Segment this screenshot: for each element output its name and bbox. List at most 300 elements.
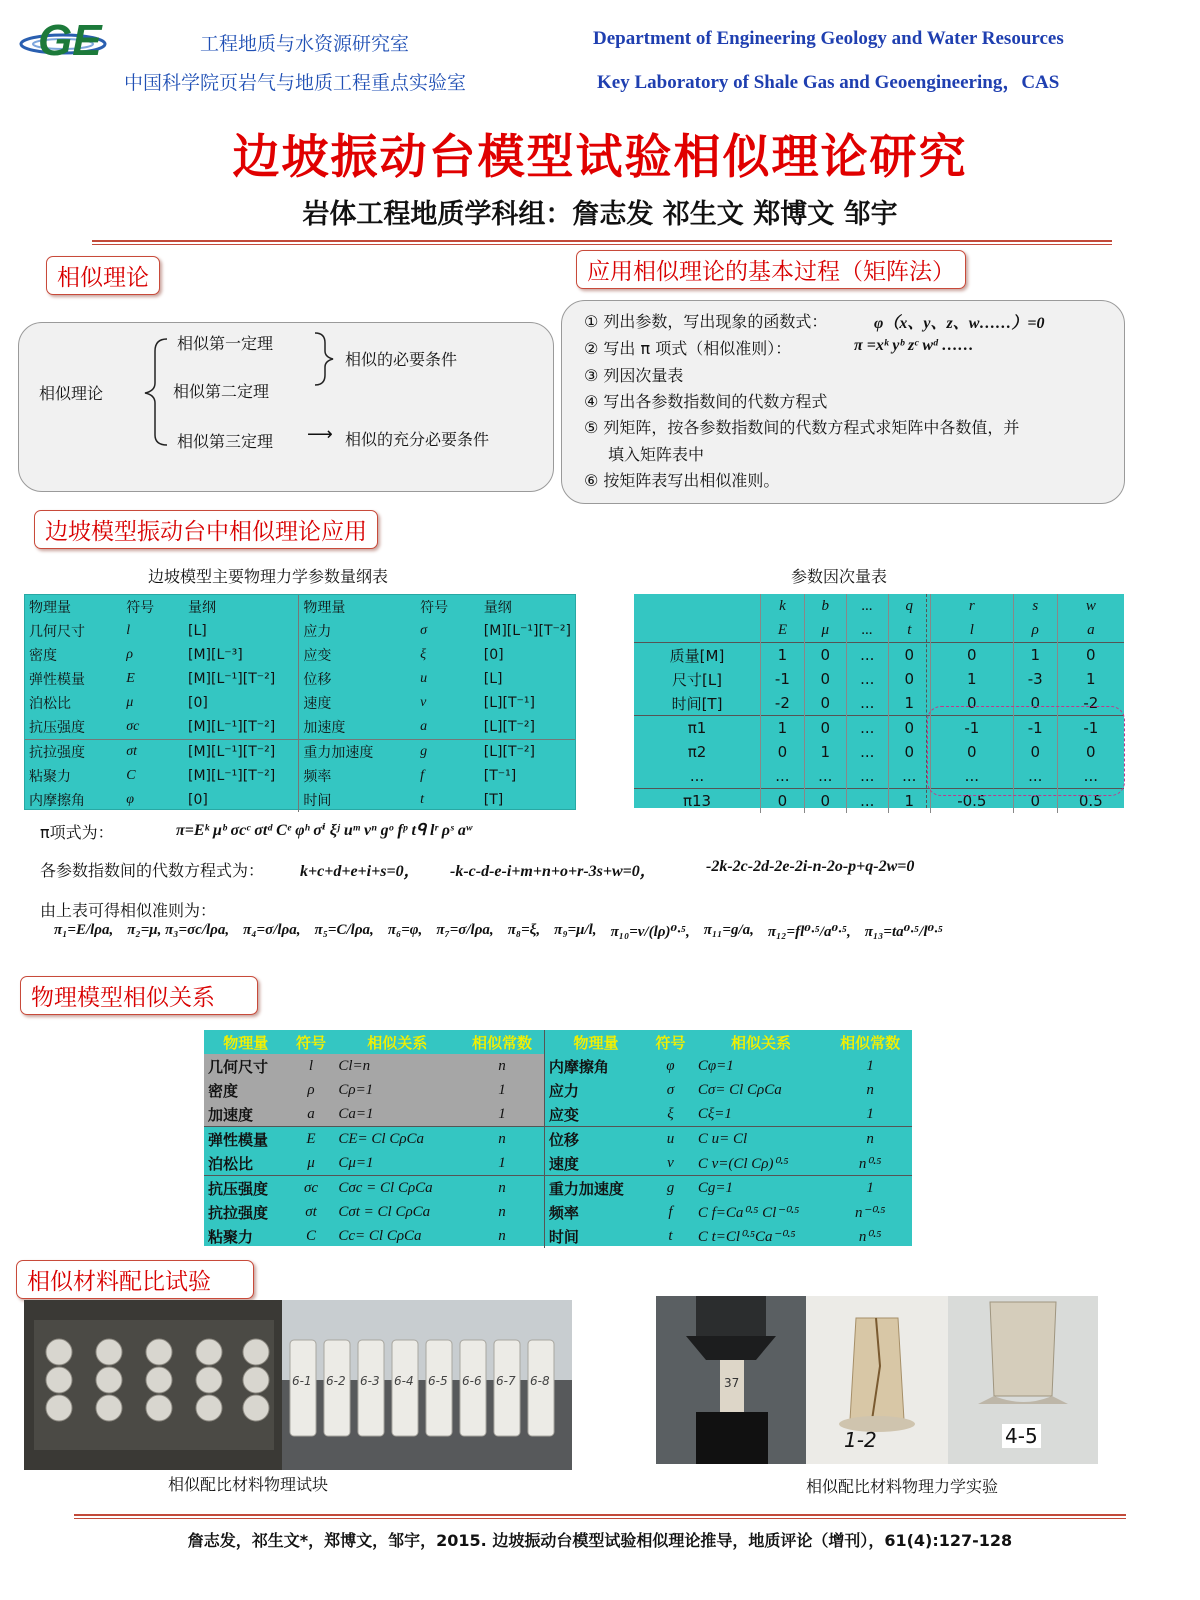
table-cell: 0 [930, 740, 1013, 764]
table-cell: 1 [460, 1151, 544, 1176]
header-cell: r [930, 594, 1013, 618]
header-cell: 物理量 [573, 1033, 619, 1052]
dim-table-header [25, 595, 575, 619]
table-cell: Cφ=1 [697, 1057, 734, 1074]
table-cell: 时间 [303, 793, 332, 809]
theory-box [18, 322, 554, 492]
table-cell: Cl=n [334, 1054, 460, 1078]
table-row [204, 1176, 912, 1201]
table-cell: 加速度 [204, 1102, 288, 1127]
table-cell: C u= Cl [694, 1127, 828, 1152]
table-cell: Cσ= Cl CρCa [697, 1081, 782, 1098]
table-header-row [634, 594, 1124, 618]
param-table-caption: 参数因次量表 [791, 567, 888, 586]
arrow-icon: ⟶ [307, 424, 333, 445]
table-cell: 尺寸[L] [634, 667, 761, 691]
criterion-item: π₁=E/lρa, [54, 922, 114, 938]
table-cell: f [420, 768, 424, 783]
header-cell: l [930, 618, 1013, 643]
table-row [25, 667, 575, 691]
table-cell: 频率 [303, 769, 332, 785]
section-title-application: 边坡模型振动台中相似理论应用 [34, 510, 378, 549]
table-cell: σc [288, 1176, 335, 1201]
header-cell [634, 618, 761, 643]
photo-specimen-molds [24, 1300, 282, 1470]
header-cell [634, 594, 761, 618]
logo [18, 14, 113, 70]
table-row [204, 1127, 912, 1152]
table-cell: C t=Cl⁰·⁵Ca⁻⁰·⁵ [697, 1228, 796, 1245]
table-cell: 几何尺寸 [29, 624, 85, 640]
table-cell: Cξ=1 [697, 1105, 732, 1122]
table-cell: 0 [761, 789, 805, 814]
table-cell: 位移 [544, 1127, 647, 1152]
header-cell: s [1013, 594, 1057, 618]
table-cell: n [460, 1200, 544, 1224]
table-cell: [L][T⁻¹] [483, 695, 535, 711]
table-cell: -1 [930, 716, 1013, 741]
table-cell: a [420, 719, 428, 734]
dim-table [24, 594, 576, 810]
photo-failed-specimen-1-2 [806, 1296, 948, 1464]
table-cell: a [288, 1102, 335, 1127]
table-cell: l [126, 623, 131, 638]
col-header: 物理量 [29, 600, 71, 616]
table-cell: 重力加速度 [544, 1176, 647, 1201]
col-header: 符号 [126, 600, 155, 616]
table-cell: -1 [1013, 716, 1057, 741]
table-cell: [T] [483, 792, 504, 808]
table-cell: [L] [184, 619, 299, 643]
header-cell: q [888, 594, 930, 618]
table-cell: CE= Cl CρCa [334, 1127, 460, 1152]
table-cell: 0 [1013, 691, 1057, 716]
table-row [204, 1078, 912, 1102]
table-cell: ... [1013, 764, 1057, 789]
table-cell: 1 [460, 1102, 544, 1127]
table-cell: ... [1083, 767, 1098, 785]
table-row [25, 764, 575, 788]
header-cell: μ [804, 618, 846, 643]
table-cell: ... [846, 667, 888, 691]
table-cell: 时间[T] [634, 691, 761, 716]
table-cell: f [668, 1203, 673, 1220]
table-cell: -1 [1057, 716, 1124, 741]
table-cell: 1 [1086, 670, 1096, 688]
table-cell: Cc= Cl CρCa [338, 1227, 422, 1244]
header-cell: t [888, 618, 930, 643]
table-cell: 1 [761, 716, 805, 741]
table-cell: Ca=1 [334, 1102, 460, 1127]
param-table [634, 594, 1124, 808]
brace-right-icon [311, 329, 337, 389]
cylinder-label: 6-5 [428, 1374, 448, 1388]
caption-mechanical-tests: 相似配比材料物理力学实验 [806, 1477, 999, 1496]
table-cell: ... [930, 764, 1013, 789]
col-header: 符号 [420, 600, 449, 616]
table-row [25, 643, 575, 667]
lab-name-en-2: Key Laboratory of Shale Gas and Geoengineering，CAS [597, 72, 1060, 93]
header-cell: ... [846, 618, 888, 643]
caption-physical-specimens: 相似配比材料物理试块 [168, 1475, 329, 1494]
criterion-item: π₆=φ, [387, 922, 423, 938]
table-row [25, 715, 575, 740]
header-cell: 符号 [295, 1033, 326, 1052]
table-cell: -2 [1083, 694, 1099, 712]
relation-table [204, 1030, 912, 1246]
section-title-matrix-method: 应用相似理论的基本过程（矩阵法） [576, 250, 966, 289]
header-cell: 相似关系 [731, 1033, 792, 1052]
table-cell: [M][L⁻¹][T⁻²] [184, 715, 299, 740]
table-cell: 1 [804, 740, 846, 764]
step-3: ③ 列因次量表 [584, 366, 684, 385]
table-cell: ρ [126, 647, 133, 662]
logo-text: GE [38, 16, 102, 65]
header-cell: E [761, 618, 805, 643]
table-cell: 粘聚力 [208, 1227, 254, 1246]
table-cell: 1 [828, 1176, 912, 1201]
cylinder-label: 6-2 [326, 1374, 346, 1388]
table-row [25, 788, 575, 812]
table-cell: 1 [1013, 643, 1057, 668]
table-cell: E [126, 671, 135, 686]
table-cell: 1 [761, 643, 805, 668]
table-row [204, 1151, 912, 1176]
table-cell: 1 [888, 691, 930, 716]
header-cell: b [804, 594, 846, 618]
step-5a: ⑤ 列矩阵，按各参数指数间的代数方程式求矩阵中各数值，并 [584, 418, 1020, 437]
cylinder-label: 6-7 [496, 1374, 516, 1388]
table-cell: 粘聚力 [29, 769, 71, 785]
step-4: ④ 写出各参数指数间的代数方程式 [584, 392, 828, 411]
table-cell: π2 [634, 740, 761, 764]
header-cell: ... [846, 594, 888, 618]
table-cell: Cσt = Cl CρCa [338, 1203, 431, 1220]
table-cell: 1 [930, 667, 1013, 691]
criteria-list [54, 922, 1154, 946]
table-cell: 1 [866, 1057, 874, 1074]
specimen-label-4-5: 4-5 [1002, 1424, 1041, 1448]
col-header: 量纲 [483, 600, 512, 616]
table-header-row [634, 618, 1124, 643]
table-row [25, 691, 575, 715]
step-6: ⑥ 按矩阵表写出相似准则。 [584, 471, 780, 490]
table-cell: v [667, 1154, 674, 1171]
table-cell: 应力 [303, 624, 332, 640]
step-1-equation: φ（x、y、z、w……）=0 [874, 315, 1045, 332]
table-cell: ξ [667, 1105, 674, 1122]
column-divider-dashed [926, 594, 927, 808]
table-cell: σt [305, 1203, 317, 1220]
algebra-label: 各参数指数间的代数方程式为： [40, 861, 265, 880]
table-cell: 抗拉强度 [25, 740, 122, 765]
table-cell: ... [846, 740, 888, 764]
criterion-item: π₄=σ/lρa, [243, 922, 301, 938]
sufficient-condition: 相似的充分必要条件 [345, 430, 490, 449]
lab-name-cn-2: 中国科学院页岩气与地质工程重点实验室 [124, 72, 467, 94]
section-title-model-similarity: 物理模型相似关系 [20, 976, 258, 1015]
table-cell: -2 [761, 691, 805, 716]
table-cell: t [420, 792, 424, 807]
table-cell: ... [846, 691, 888, 716]
table-row [204, 1102, 912, 1127]
divider-bottom [74, 1514, 1126, 1519]
section-title-similarity-theory: 相似理论 [46, 256, 160, 295]
table-cell: -3 [1013, 667, 1057, 691]
table-row [204, 1224, 912, 1248]
table-row [25, 740, 575, 765]
table-cell: σt [122, 740, 184, 765]
molds-image [24, 1300, 282, 1470]
table-cell: [M][L⁻¹][T⁻²] [184, 740, 299, 765]
header-cell: 相似关系 [367, 1033, 428, 1052]
table-cell: u [647, 1127, 694, 1152]
header-cell: k [761, 594, 805, 618]
table-cell: ... [634, 764, 761, 789]
pi-terms-label: π项式为： [40, 823, 114, 842]
table-cell: ... [761, 764, 805, 789]
table-cell: [M][L⁻³] [184, 643, 299, 667]
table-cell: 0 [1086, 743, 1096, 761]
criterion-item: π₁₁=g/a, [703, 922, 754, 938]
step-2: ② 写出 π 项式（相似准则）： [584, 339, 792, 358]
criterion-item: π₈=ξ, [507, 922, 541, 938]
table-cell: 应变 [548, 1105, 579, 1124]
header-cell: a [1087, 621, 1095, 638]
poster-title: 边坡振动台模型试验相似理论研究 [232, 130, 968, 185]
highlight-dashed-box [927, 706, 1125, 796]
table-cell: 位移 [303, 672, 332, 688]
table-cell: σ [666, 1081, 675, 1098]
table-cell: 0 [888, 643, 930, 668]
table-cell: σc [126, 719, 140, 734]
table-cell: l [288, 1054, 335, 1078]
table-cell: 应力 [548, 1081, 579, 1100]
algebra-eq-2: -k-c-d-e-i+m+n+o+r-3s+w=0， [450, 863, 656, 880]
table-cell: -1 [761, 667, 805, 691]
table-cell: 应变 [303, 648, 332, 664]
table-cell: 1 [888, 789, 930, 814]
table-cell: 质量[M] [634, 643, 761, 668]
table-header-row [204, 1030, 912, 1054]
col-header: 量纲 [184, 595, 299, 619]
cylinder-label: 6-6 [462, 1374, 482, 1388]
table-cell: 0 [804, 691, 846, 716]
header-cell: 符号 [655, 1033, 686, 1052]
table-cell: 时间 [548, 1227, 579, 1246]
table-cell: 内摩擦角 [548, 1057, 609, 1076]
criterion-item: π₁₂=fl⁰·⁵/a⁰·⁵, [767, 924, 851, 940]
step-5b: 填入矩阵表中 [608, 445, 705, 464]
authors: 岩体工程地质学科组：詹志发 祁生文 郑博文 邹宇 [302, 199, 898, 230]
criteria-label: 由上表可得相似准则为： [40, 901, 217, 920]
table-cell: ... [804, 764, 846, 789]
criterion-item: π₂=μ, π₃=σc/lρa, [127, 922, 230, 938]
header-cell: 相似常数 [460, 1030, 544, 1054]
table-cell: 速度 [303, 696, 332, 712]
criterion-item: π₁₀=v/(lρ)⁰·⁵, [610, 924, 690, 940]
specimen-label-1-2: 1-2 [844, 1428, 877, 1452]
table-cell: 0 [804, 716, 846, 741]
table-cell: 重力加速度 [299, 740, 416, 765]
table-cell: E [288, 1127, 335, 1152]
table-row [204, 1054, 912, 1078]
criterion-item: π₉=μ/l, [554, 922, 597, 938]
theorem-3: 相似第三定理 [177, 432, 274, 451]
table-cell: g [416, 740, 480, 765]
table-cell: Cg=1 [694, 1176, 828, 1201]
table-cell: Cμ=1 [338, 1154, 374, 1171]
steps-box [561, 300, 1125, 504]
table-cell: C f=Ca⁰·⁵ Cl⁻⁰·⁵ [697, 1204, 800, 1221]
table-cell: 几何尺寸 [204, 1054, 288, 1078]
table-cell: n⁰·⁵ [858, 1228, 882, 1245]
col-header: 物理量 [303, 600, 346, 616]
table-cell: ... [888, 764, 930, 789]
table-cell: Cσc = Cl CρCa [334, 1176, 460, 1201]
dim-table-caption: 边坡模型主要物理力学参数量纲表 [148, 567, 389, 586]
table-cell: 弹性模量 [29, 672, 85, 688]
brace-icon [137, 331, 177, 451]
table-cell: C v=(Cl Cρ)⁰·⁵ [697, 1155, 789, 1172]
table-cell: 抗压强度 [29, 720, 85, 736]
step-2-equation: π =xᵏ yᵇ zᶜ wᵈ …… [854, 337, 974, 354]
pi-terms-expression: π=Eᵏ μᵇ σcᶜ σtᵈ Cᵉ φʰ σⁱ ξʲ uᵐ vⁿ gᵒ fᵖ tᑫ lʳ ρˢ aʷ [176, 822, 473, 839]
table-cell: 泊松比 [208, 1154, 254, 1173]
lab-name-en-1: Department of Engineering Geology and Water Resources [593, 28, 1064, 49]
table-cell: n⁻⁰·⁵ [854, 1204, 886, 1221]
table-cell: 抗压强度 [204, 1176, 288, 1201]
table-cell: t [668, 1227, 673, 1244]
table-cell: n [460, 1224, 544, 1248]
criterion-item: π₇=σ/lρa, [436, 922, 494, 938]
table-cell: 内摩擦角 [29, 793, 85, 809]
table-cell: n⁰·⁵ [858, 1155, 882, 1172]
table-cell: n [460, 1127, 544, 1152]
table-cell: ρ [288, 1078, 335, 1102]
table-cell: 0 [930, 643, 1013, 668]
table-cell: π1 [634, 716, 761, 741]
table-cell: ... [846, 764, 888, 789]
table-cell: [M][L⁻¹][T⁻²] [184, 764, 299, 788]
table-cell: n [460, 1054, 544, 1078]
table-cell: -0.5 [930, 789, 1013, 814]
table-cell: 密度 [29, 648, 57, 664]
table-cell: 0 [804, 667, 846, 691]
table-cell: Cρ=1 [334, 1078, 460, 1102]
table-cell: 密度 [204, 1078, 288, 1102]
table-cell: μ [307, 1154, 315, 1171]
table-row [634, 667, 1124, 691]
criterion-item: π₁₃=ta⁰·⁵/l⁰·⁵ [864, 924, 944, 940]
step-1: ① 列出参数，写出现象的函数式： [584, 312, 828, 331]
table-row [25, 619, 575, 643]
table-cell: ... [846, 643, 888, 668]
table-cell: [L] [483, 671, 503, 687]
table-cell: 频率 [548, 1203, 579, 1222]
table-cell: u [420, 671, 428, 686]
table-cell: 泊松比 [29, 696, 71, 712]
photo-compression-press [656, 1296, 806, 1464]
theory-root: 相似理论 [39, 384, 104, 403]
section-title-material-test: 相似材料配比试验 [16, 1260, 254, 1299]
table-cell: 0 [930, 691, 1013, 716]
table-cell: [0] [184, 691, 299, 715]
table-cell: σ [420, 623, 427, 638]
table-cell: φ [666, 1057, 675, 1074]
table-cell: [T⁻¹] [483, 768, 517, 784]
reference-citation: 詹志发，祁生文*，郑博文，邹宇，2015. 边坡振动台模型试验相似理论推导，地质评论（增刊），61(4):127-128 [187, 1531, 1013, 1550]
table-cell: ... [846, 716, 888, 741]
cylinder-label: 6-4 [394, 1374, 414, 1388]
table-cell: 0 [888, 716, 930, 741]
cylinder-label: 6-8 [530, 1374, 550, 1388]
table-cell: g [647, 1176, 694, 1201]
table-row [634, 643, 1124, 668]
table-cell: 1 [460, 1078, 544, 1102]
table-cell: π13 [634, 789, 761, 814]
table-cell: 1 [866, 1105, 874, 1122]
table-cell: [M][L⁻¹][T⁻²] [483, 623, 571, 639]
header-cell: w [1085, 597, 1096, 614]
cylinder-label: 6-3 [360, 1374, 380, 1388]
press-specimen-label: 37 [724, 1376, 740, 1390]
table-cell: 0 [888, 740, 930, 764]
table-cell: 速度 [548, 1154, 579, 1173]
table-cell: 0 [761, 740, 805, 764]
divider-top [92, 240, 1112, 245]
table-cell: 0 [888, 667, 930, 691]
table-cell: 0 [804, 643, 846, 668]
table-cell: 0 [1013, 740, 1057, 764]
theorem-1: 相似第一定理 [177, 334, 274, 353]
table-cell: n [828, 1127, 912, 1152]
theorem-2: 相似第二定理 [173, 382, 270, 401]
table-cell: n [866, 1081, 874, 1098]
table-cell: C [305, 1227, 316, 1244]
table-cell: 0 [1057, 643, 1124, 668]
necessary-condition: 相似的必要条件 [345, 350, 458, 369]
lab-name-cn-1: 工程地质与水资源研究室 [200, 33, 410, 55]
photo-failed-specimen-4-5 [948, 1296, 1098, 1464]
criterion-item: π₅=C/lρa, [314, 922, 374, 938]
cylinder-label: 6-1 [292, 1374, 312, 1388]
table-cell: 0 [804, 789, 846, 814]
table-cell: [L][T⁻²] [483, 719, 535, 735]
algebra-eq-1: k+c+d+e+i+s=0， [300, 863, 420, 880]
table-cell: 弹性模量 [204, 1127, 288, 1152]
photo-cylinder-specimens [282, 1300, 572, 1470]
table-cell: C [126, 768, 136, 783]
header-cell: ρ [1013, 618, 1057, 643]
table-cell: ξ [420, 647, 427, 662]
table-cell: 抗拉强度 [208, 1203, 269, 1222]
table-cell: n [460, 1176, 544, 1201]
table-cell: φ [126, 792, 134, 807]
table-cell: v [420, 695, 427, 710]
table-cell: [M][L⁻¹][T⁻²] [184, 667, 299, 691]
specimen-1-2-image [806, 1296, 948, 1464]
table-cell: μ [126, 695, 134, 710]
table-cell: [L][T⁻²] [480, 740, 575, 765]
header-cell: 相似常数 [840, 1033, 901, 1052]
table-cell: 0 [1013, 789, 1057, 814]
table-cell: [0] [483, 647, 504, 663]
header-cell: 物理量 [223, 1033, 269, 1052]
algebra-eq-3: -2k-2c-2d-2e-2i-n-2o-p+q-2w=0 [706, 858, 915, 875]
table-cell: 0.5 [1057, 789, 1124, 814]
table-cell: [0] [184, 788, 299, 812]
